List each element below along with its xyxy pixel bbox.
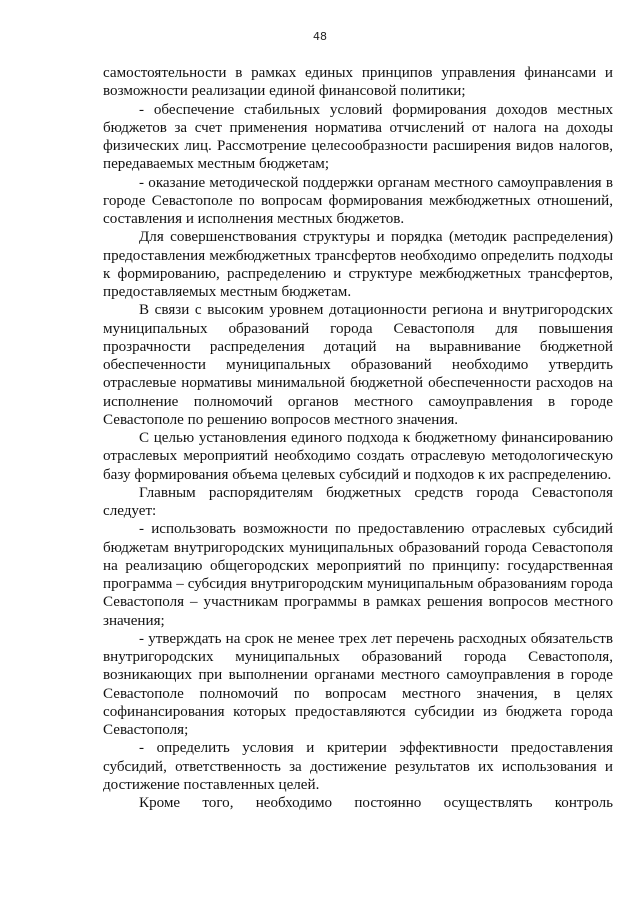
paragraph-control-start: Кроме того, необходимо постоянно осуществлять контроль xyxy=(139,795,613,811)
list-item-methodical-support: - оказание методической поддержки органам местного самоуправления в городе Севастополе по вопросам формирования межбюджетных отношений, составления и исполнения местных бюджетов. xyxy=(103,174,613,227)
list-item-approve-obligations: - утверждать на срок не менее трех лет перечень расходных обязательств внутригородских муниципальных образований города Севастополя, возникающих при выполнении органами местного самоуправления в городе Севастополе полномочий по вопросам местного значения, в целях софинансирования которых предоставляются субсидии из бюджета города Севастополя; xyxy=(103,630,613,738)
list-item-define-criteria: - определить условия и критерии эффективности предоставления субсидий, ответственность за достижение результатов их использования и достижение поставленных целей. xyxy=(103,740,613,793)
paragraph-unified-approach: С целью установления единого подхода к бюджетному финансированию отраслевых мероприятий необходимо создать отраслевую методологическую базу формирования объема целевых субсидий и подходов к их распределению. xyxy=(103,430,613,483)
document-body xyxy=(103,64,613,812)
paragraph-budget-managers: Главным распорядителям бюджетных средств города Севастополя следует: xyxy=(103,484,613,519)
list-item-use-subsidies: - использовать возможности по предоставлению отраслевых субсидий бюджетам внутригородских муниципальных образований города Севастополя на реализацию общегородских мероприятий по принципу: государственная программа – субсидия внутригородским муниципальным образованиям города Севастополя – участникам программы в рамках решения вопросов местного значения; xyxy=(103,521,613,629)
list-item-stable-revenue: - обеспечение стабильных условий формирования доходов местных бюджетов за счет применения норматива отчислений от налога на доходы физических лиц. Рассмотрение целесообразности расширения видов налогов, передаваемых местным бюджетам; xyxy=(103,101,613,173)
page-number: 48 xyxy=(313,30,327,43)
paragraph-subsidy-level: В связи с высоким уровнем дотационности региона и внутригородских муниципальных образований города Севастополя для повышения прозрачности распределения дотаций на выравнивание бюджетной обеспеченности муниципальных образований необходимо утвердить отраслевые нормативы минимальной бюджетной обеспеченности расходов на исполнение полномочий органов местного самоуправления в городе Севастополе по решению вопросов местного значения. xyxy=(103,302,613,428)
paragraph-continuation: самостоятельности в рамках единых принципов управления финансами и возможности реализации единой финансовой политики; xyxy=(103,65,613,100)
paragraph-transfers-structure: Для совершенствования структуры и порядка (методик распределения) предоставления межбюджетных трансфертов необходимо определить подходы к формированию, распределению и структуре межбюджетных трансфертов, предоставляемых местным бюджетам. xyxy=(103,229,613,300)
